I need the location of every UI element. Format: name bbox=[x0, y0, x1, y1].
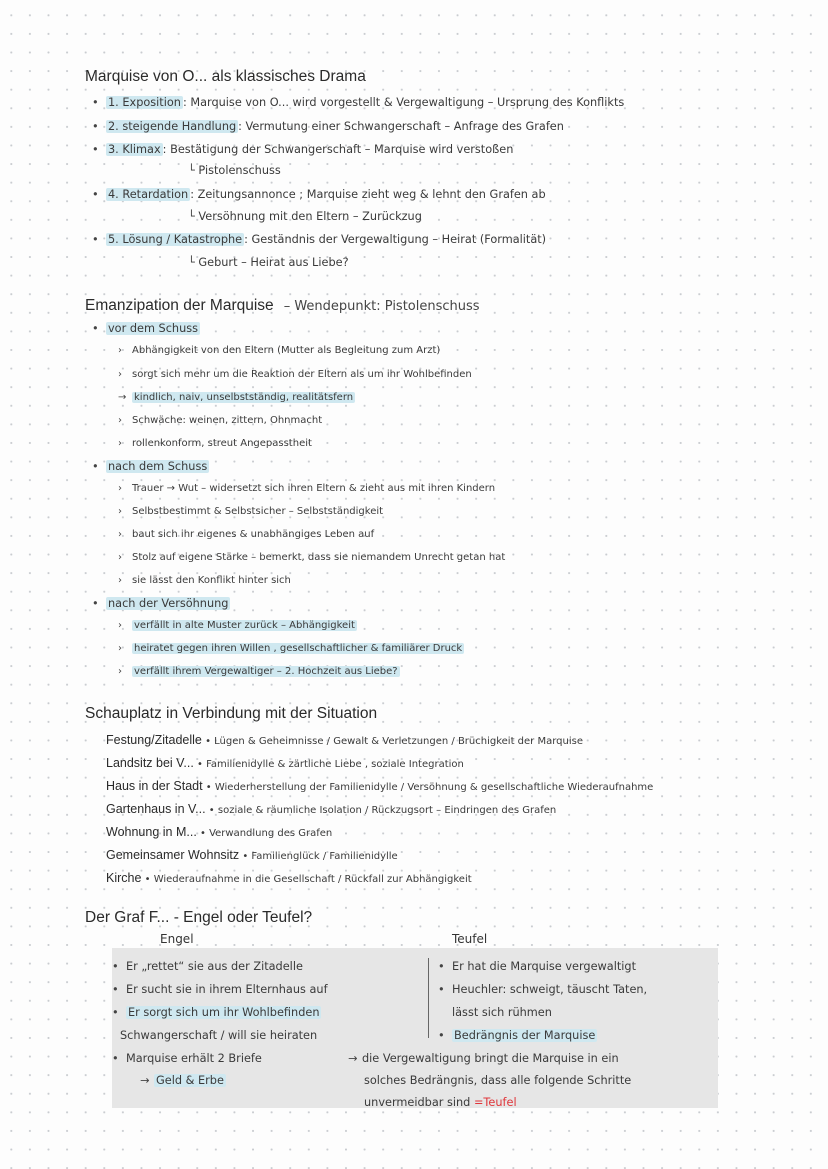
devil-item-1: • Er hat die Marquise vergewaltigt bbox=[438, 960, 637, 973]
setting-row-1: Festung/Zitadelle • Lügen & Geheimnisse / Gewalt & Verletzungen / Brüchigkeit der Marquise bbox=[106, 733, 583, 747]
before-item-5: › rollenkonform, streut Angepasstheit bbox=[118, 438, 312, 449]
devil-column-heading: Teufel bbox=[452, 932, 488, 946]
angel-item-5: • Marquise erhält 2 Briefe bbox=[112, 1052, 262, 1065]
angel-column-heading: Engel bbox=[160, 932, 194, 946]
angel-item-4: Schwangerschaft / will sie heiraten bbox=[120, 1029, 318, 1042]
section-title-graf: Der Graf F... - Engel oder Teufel? bbox=[85, 909, 313, 926]
setting-row-5: Wohnung in M... • Verwandlung des Grafen bbox=[106, 825, 333, 839]
before-item-1: › Abhängigkeit von den Eltern (Mutter als Begleitung zum Arzt) bbox=[118, 345, 441, 356]
setting-row-3: Haus in der Stadt • Wiederherstellung der Familienidylle / Versöhnung & gesellschaftliche Wiederaufnahme bbox=[106, 779, 654, 793]
devil-conclusion-word: Teufel bbox=[483, 1096, 517, 1109]
drama-item-1: • 1. Exposition : Marquise von O... wird vorgestellt & Vergewaltigung – Ursprung des Konflikts bbox=[92, 96, 625, 109]
drama-item-2: • 2. steigende Handlung : Vermutung einer Schwangerschaft – Anfrage des Grafen bbox=[92, 120, 564, 133]
drama-item-3: • 3. Klimax : Bestätigung der Schwangerschaft – Marquise wird verstoßen bbox=[92, 143, 514, 156]
setting-row-7: Kirche • Wiederaufnahme in die Gesellschaft / Rückfall zur Abhängigkeit bbox=[106, 871, 472, 885]
reconcile-item-2: › heiratet gegen ihren Willen , gesellschaftlicher & familiärer Druck bbox=[118, 643, 463, 654]
angel-item-2: • Er sucht sie in ihrem Elternhaus auf bbox=[112, 983, 328, 996]
section-title-drama: Marquise von O... als klassisches Drama bbox=[85, 68, 366, 85]
before-shot-heading: • vor dem Schuss bbox=[92, 322, 199, 335]
angel-item-1: • Er „rettet“ sie aus der Zitadelle bbox=[112, 960, 303, 973]
drama-item-4: • 4. Retardation : Zeitungsannonce ; Marquise zieht weg & lehnt den Grafen ab bbox=[92, 188, 546, 201]
setting-row-6: Gemeinsamer Wohnsitz • Familienglück / Familienidylle bbox=[106, 848, 398, 862]
after-shot-heading: • nach dem Schuss bbox=[92, 460, 208, 473]
section-title-emancipation: Emanzipation der Marquise – Wendepunkt: Pistolenschuss bbox=[85, 297, 480, 314]
after-item-4: › Stolz auf eigene Stärke – bemerkt, dass sie niemandem Unrecht getan hat bbox=[118, 552, 506, 563]
before-item-4: › Schwäche: weinen, zittern, Ohnmacht bbox=[118, 415, 323, 426]
after-item-3: › baut sich ihr eigenes & unabhängiges Leben auf bbox=[118, 529, 375, 540]
drama-item-5: • 5. Lösung / Katastrophe : Geständnis der Vergewaltigung – Heirat (Formalität) bbox=[92, 233, 547, 246]
emancipation-subtitle: – Wendepunkt: Pistolenschuss bbox=[283, 299, 480, 314]
after-item-1: › Trauer → Wut – widersetzt sich ihren Eltern & zieht aus mit ihren Kindern bbox=[118, 483, 496, 494]
conclusion-line-3: unvermeidbar sind =Teufel bbox=[364, 1096, 517, 1109]
devil-item-4: • Bedrängnis der Marquise bbox=[438, 1029, 596, 1042]
setting-row-4: Gartenhaus in V... • soziale & räumliche Isolation / Rückzugsort – Eindringen des Grafen bbox=[106, 802, 557, 816]
after-item-2: › Selbstbestimmt & Selbstsicher – Selbstständigkeit bbox=[118, 506, 384, 517]
before-item-2: › sorgt sich mehr um die Reaktion der Eltern als um ihr Wohlbefinden bbox=[118, 369, 472, 380]
reconcile-heading: • nach der Versöhnung bbox=[92, 597, 229, 610]
drama-item-4-sub: └ Versöhnung mit den Eltern – Zurückzug bbox=[188, 210, 422, 223]
section-title-settings: Schauplatz in Verbindung mit der Situation bbox=[85, 705, 378, 722]
devil-item-2: • Heuchler: schweigt, täuscht Taten, bbox=[438, 983, 648, 996]
angel-item-3: • Er sorgt sich um ihr Wohlbefinden bbox=[112, 1006, 320, 1019]
after-item-5: › sie lässt den Konflikt hinter sich bbox=[118, 575, 291, 586]
conclusion-line-1: → die Vergewaltigung bringt die Marquise in ein bbox=[348, 1052, 619, 1065]
conclusion-line-2: solches Bedrängnis, dass alle folgende Schritte bbox=[364, 1074, 632, 1087]
setting-row-2: Landsitz bei V... • Familienidylle & zärtliche Liebe , soziale Integration bbox=[106, 756, 464, 770]
reconcile-item-3: › verfällt ihrem Vergewaltiger – 2. Hochzeit aus Liebe? bbox=[118, 666, 398, 677]
angel-item-6: → Geld & Erbe bbox=[140, 1074, 224, 1087]
reconcile-item-1: › verfällt in alte Muster zurück – Abhängigkeit bbox=[118, 620, 355, 631]
drama-item-3-sub: └ Pistolenschuss bbox=[188, 164, 281, 177]
before-item-3: → kindlich, naiv, unselbstständig, realitätsfern bbox=[118, 392, 354, 403]
drama-item-5-sub: └ Geburt – Heirat aus Liebe? bbox=[188, 256, 349, 269]
devil-item-3: lässt sich rühmen bbox=[452, 1006, 552, 1019]
column-divider bbox=[428, 958, 429, 1038]
